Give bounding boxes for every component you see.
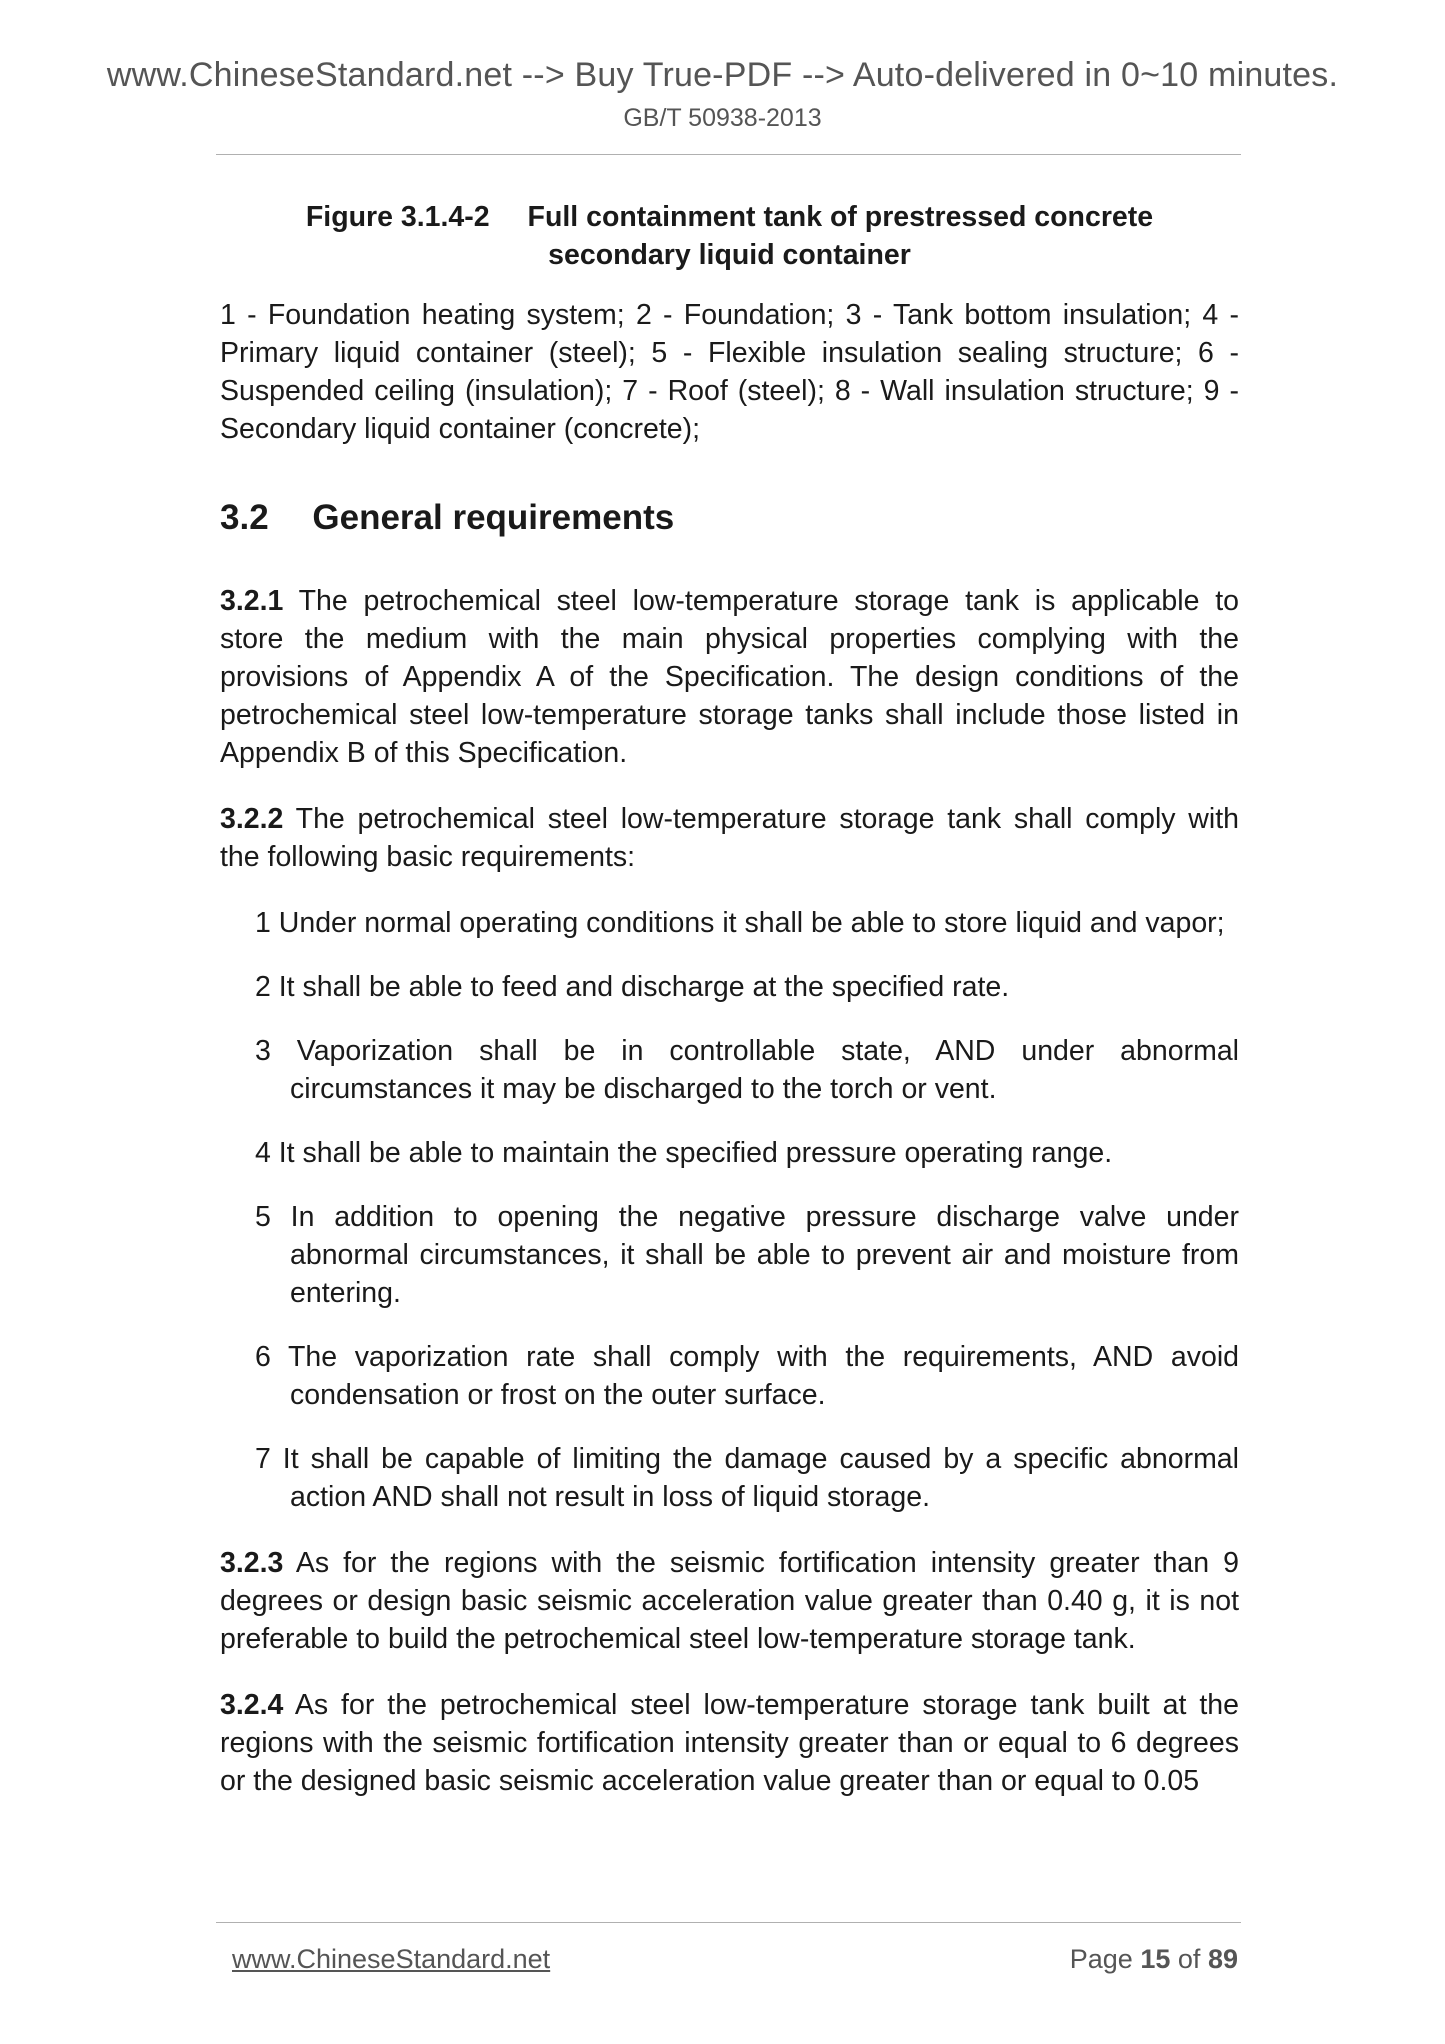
figure-number: Figure 3.1.4-2: [305, 201, 490, 233]
clause-text: The petrochemical steel low-temperature storage tank is applicable to store the medium with the main physical properties complying with the provisions of Appendix A of the Specification. The design conditions of the petrochemical steel low-temperature storage tanks shall include those listed in Appendix B of this Specification.: [220, 585, 1239, 769]
section-number: 3.2: [220, 498, 269, 537]
page-indicator: [1070, 1944, 1238, 1975]
clause-text: As for the regions with the seismic fortification intensity greater than 9 degrees or design basic seismic acceleration value greater than 0.40 g, it is not preferable to build the petrochemical steel low-temperature storage tank.: [220, 1547, 1239, 1655]
figure-caption: [220, 198, 1239, 274]
page-prefix: Page: [1069, 1944, 1133, 1974]
list-item: 7 It shall be capable of limiting the damage caused by a specific abnormal action AND shall not result in loss of liquid storage.: [255, 1443, 1239, 1513]
clause-number: 3.2.2: [220, 803, 284, 835]
section-title: General requirements: [312, 498, 675, 537]
clause-3-2-1: [220, 582, 1239, 772]
list-item: 6 The vaporization rate shall comply with the requirements, AND avoid condensation or frost on the outer surface.: [255, 1341, 1239, 1411]
clause-text: As for the petrochemical steel low-temperature storage tank built at the regions with the seismic fortification intensity greater than or equal to 6 degrees or the designed basic seismic acceleration value greater than or equal to 0.05: [220, 1689, 1239, 1797]
page-of: of: [1177, 1944, 1201, 1974]
list-item: 1 Under normal operating conditions it shall be able to store liquid and vapor;: [255, 907, 1225, 939]
page-total: 89: [1207, 1944, 1238, 1974]
standard-code: GB/T 50938-2013: [623, 104, 822, 132]
header-divider: [216, 154, 1241, 155]
requirements-list: [220, 904, 1239, 1516]
clause-number: 3.2.4: [220, 1689, 284, 1721]
footer-site-link[interactable]: www.ChineseStandard.net: [232, 1944, 551, 1974]
section-heading: [220, 496, 1239, 540]
clause-3-2-3: [220, 1544, 1239, 1658]
clause-3-2-4: [220, 1686, 1239, 1800]
footer-divider: [216, 1922, 1241, 1923]
list-item: 5 In addition to opening the negative pressure discharge valve under abnormal circumstances, it shall be able to prevent air and moisture from entering.: [255, 1201, 1239, 1309]
clause-number: 3.2.3: [220, 1547, 284, 1579]
clause-number: 3.2.1: [220, 585, 284, 617]
list-item: 3 Vaporization shall be in controllable state, AND under abnormal circumstances it may be discharged to the torch or vent.: [255, 1035, 1239, 1105]
list-item: 4 It shall be able to maintain the specified pressure operating range.: [255, 1137, 1113, 1169]
list-item: 2 It shall be able to feed and discharge at the specified rate.: [255, 971, 1010, 1003]
figure-legend: 1 - Foundation heating system; 2 - Foundation; 3 - Tank bottom insulation; 4 - Primary liquid container (steel); 5 - Flexible insulation sealing structure; 6 - Suspended ceiling (insulation); 7 - Roof (steel); 8 - Wall insulation structure; 9 - Secondary liquid container (concrete);: [220, 299, 1239, 445]
header-banner: www.ChineseStandard.net --> Buy True-PDF --> Auto-delivered in 0~10 minutes.: [106, 56, 1339, 94]
page-content: [220, 198, 1239, 1828]
figure-title: Full containment tank of prestressed concrete secondary liquid container: [527, 201, 1154, 271]
clause-3-2-2: [220, 800, 1239, 876]
clause-text: The petrochemical steel low-temperature storage tank shall comply with the following basic requirements:: [220, 803, 1239, 873]
page-current: 15: [1140, 1944, 1171, 1974]
